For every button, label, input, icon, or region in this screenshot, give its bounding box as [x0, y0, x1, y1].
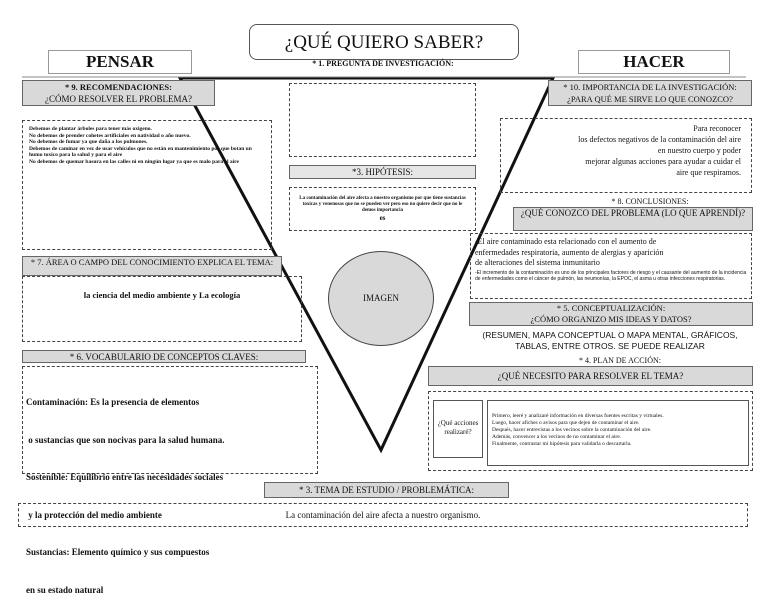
recommendation-item: No debemos de quemar basura en las calles ni en ningún lugar ya que es malo para el aire — [29, 158, 239, 165]
image-label: IMAGEN — [363, 293, 399, 303]
recommendation-item: Debemos de caminar en vez de usar vehículos que no están en mantenimiento por que botan un humo toxico para la salud y para el aire — [29, 145, 252, 158]
hypothesis-box — [289, 187, 476, 231]
action-plan-subtitle: ¿QUÉ NECESITO PARA RESOLVER EL TEMA? — [428, 366, 753, 386]
action-step: Después, hacer entrevistas a los vecinos sobre la contaminación del aire. — [492, 427, 652, 433]
vocabulary-box — [22, 366, 318, 595]
action-steps-box — [487, 400, 749, 466]
action-step: Luego, hacer afiches o avisos para que dejen de contaminar el aire. — [492, 420, 640, 426]
column-title-pensar: PENSAR — [48, 50, 192, 74]
importance-line: Para reconocer — [693, 124, 741, 133]
action-step: Además, convencer a los vecinos de no contaminar el aire. — [492, 434, 622, 440]
column-title-hacer: HACER — [578, 50, 730, 74]
vocabulary-line: o sustancias que son nocivas para la salud humana. — [26, 434, 225, 445]
topic-text: La contaminación del aire afecta a nuestro organismo. — [285, 510, 481, 520]
conclusions-note: -El incremento de la contaminación es uno de los principales factores de riesgo y el causante del aumento de la incidencia de enfermedades como el cáncer de pulmón, las neumonías, la EPOC, el asma u otras infecciones respiratorias. — [475, 269, 747, 282]
conceptualization-label: * 5. CONCEPTUALIZACIÓN: — [556, 303, 666, 313]
recommendation-item: No debemos de fumar ya que daña a los pulmones. — [29, 139, 148, 145]
topic-label: * 3. TEMA DE ESTUDIO / PROBLEMÁTICA: — [264, 482, 509, 498]
importance-line: aire que respiramos. — [676, 168, 741, 177]
question-label: * 1. PREGUNTA DE INVESTIGACIÓN: — [312, 59, 454, 68]
importance-line: en nuestro cuerpo y poder — [657, 146, 741, 155]
vocabulary-line: Contaminación: Es la presencia de elementos — [26, 397, 200, 407]
hypothesis-label: *3. HIPÓTESIS: — [289, 165, 476, 179]
hypothesis-text: La contaminación del aire afecta a nuestro organismo por que tiene sustancias toxicas y venenosas que no se pueden ver pero eso no quiere decir que no le demos importancia — [299, 196, 466, 213]
action-step: Finalmente, contrastar mi hipótesis para validarla o descartarla. — [492, 441, 632, 447]
importance-line: mejorar algunas acciones para ayudar a cuidar el — [585, 157, 741, 166]
vocabulary-label: * 6. VOCABULARIO DE CONCEPTOS CLAVES: — [22, 350, 306, 363]
importance-label: * 10. IMPORTANCIA DE LA INVESTIGACIÓN: ¿PARA QUÉ ME SIRVE LO QUE CONOZCO? — [548, 80, 752, 106]
page-title-box — [249, 24, 519, 60]
conceptualization-text: (RESUMEN, MAPA CONCEPTUAL O MAPA MENTAL, GRÁFICOS, TABLAS, ENTRE OTROS. SE PUEDE REALIZAR — [482, 330, 738, 351]
area-text: la ciencia del medio ambiente y La ecología — [83, 290, 241, 300]
vocabulary-line: Sostenible: Equilibrio entre las necesidades sociales — [26, 472, 224, 482]
action-plan-box — [428, 391, 753, 471]
question-box[interactable] — [289, 83, 476, 157]
conclusions-label: * 8. CONCLUSIONES: — [611, 197, 689, 206]
importance-box — [500, 118, 752, 193]
hypothesis-suffix: es — [379, 214, 386, 222]
action-plan-label: * 4. PLAN DE ACCIÓN: — [578, 356, 661, 365]
importance-line: los defectos negativos de la contaminación del aire — [578, 135, 741, 144]
recommendations-box — [22, 120, 272, 250]
action-question: ¿Qué acciones realizaré? — [437, 419, 479, 436]
recommendations-label: * 9. RECOMENDACIONES: — [65, 82, 172, 92]
recommendations-subtitle: ¿CÓMO RESOLVER EL PROBLEMA? — [44, 94, 193, 104]
vocabulary-line: y la protección del medio ambiente — [26, 509, 162, 520]
conclusions-line: enfermedades respiratoria, aumento de alergias y aparición — [475, 247, 664, 257]
area-box — [22, 276, 302, 342]
vocabulary-line: Sustancias: Elemento químico y sus compuestos — [26, 547, 210, 557]
vocabulary-line: en su estado natural — [26, 584, 104, 595]
conceptualization-header — [469, 302, 753, 326]
page-title: ¿QUÉ QUIERO SABER? — [284, 32, 484, 53]
area-label: * 7. ÁREA O CAMPO DEL CONOCIMIENTO EXPLICA EL TEMA: — [22, 256, 282, 276]
action-question-box — [433, 400, 483, 458]
conclusions-line: -El aire contaminado esta relacionado con el aumento de — [475, 237, 657, 246]
action-step: Primero, leeré y analizaré información en diversas fuentes escritas y virtuales. — [492, 413, 664, 419]
conclusions-subtitle: ¿QUÉ CONOZCO DEL PROBLEMA (LO QUE APRENDÍ)? — [513, 207, 753, 231]
image-placeholder[interactable] — [328, 251, 434, 346]
recommendation-item: Debemos de plantar árboles para tener más oxigeno. — [29, 126, 152, 132]
conceptualization-subtitle: ¿CÓMO ORGANIZO MIS IDEAS Y DATOS? — [530, 314, 692, 324]
conclusions-box — [470, 233, 752, 299]
recommendations-header — [22, 80, 215, 106]
topic-box — [18, 503, 748, 527]
conclusions-line: de alteraciones del sistema inmunitario — [475, 258, 600, 267]
recommendation-item: No debemos de prender cohetes artificiales en natividad o año nuevo. — [29, 132, 191, 139]
